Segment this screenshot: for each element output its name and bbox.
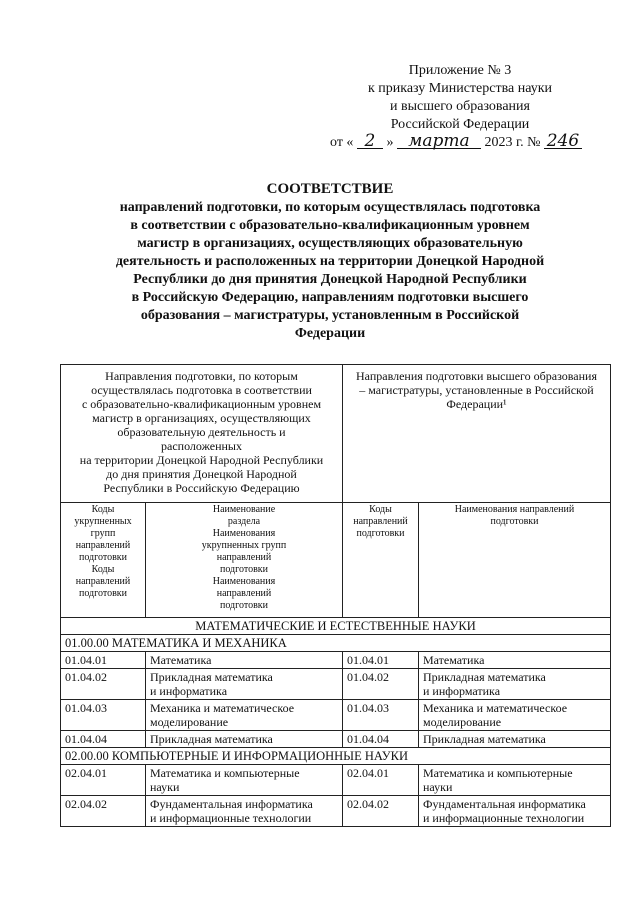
header-left-line: осуществлялась подготовка в соответствии bbox=[91, 383, 312, 397]
handwritten-order-number: 246 bbox=[544, 134, 582, 149]
subtitle-line: в соответствии с образовательно-квалификационным уровнем bbox=[130, 218, 530, 233]
appendix-line: и высшего образования bbox=[390, 99, 530, 114]
subtitle-line: в Российскую Федерацию, направлениям подготовки высшего bbox=[131, 290, 529, 305]
subheader-line: Коды направлений подготовки bbox=[75, 564, 131, 599]
name-right-cell bbox=[419, 765, 611, 796]
appendix-line: Приложение № 3 bbox=[408, 63, 512, 78]
name-left-cell bbox=[146, 796, 343, 827]
subheader-line: подготовки bbox=[356, 528, 405, 539]
code-right-cell: 02.04.02 bbox=[343, 796, 419, 827]
name-left-cell bbox=[146, 700, 343, 731]
name-right-cell bbox=[419, 669, 611, 700]
cell-line: Прикладная математика bbox=[423, 732, 546, 746]
subheader-line: направлений bbox=[216, 588, 272, 599]
subheader-col1 bbox=[61, 503, 146, 618]
cell-line: моделирование bbox=[150, 715, 229, 729]
appendix-line: к приказу Министерства науки bbox=[367, 81, 553, 96]
section-title: МАТЕМАТИЧЕСКИЕ И ЕСТЕСТВЕННЫЕ НАУКИ bbox=[61, 618, 611, 635]
name-right-cell bbox=[419, 700, 611, 731]
subheader-line: Наименование bbox=[212, 504, 276, 515]
document-heading bbox=[90, 180, 570, 343]
subheader-line: подготовки bbox=[219, 564, 269, 575]
cell-line: Прикладная математика bbox=[150, 732, 273, 746]
table-row bbox=[61, 796, 611, 827]
subheader-line: подготовки bbox=[490, 516, 539, 527]
table-row bbox=[61, 700, 611, 731]
header-left-cell bbox=[61, 365, 343, 503]
subheader-line: направлений bbox=[353, 516, 408, 527]
header-right-line: Федерации¹ bbox=[446, 397, 507, 411]
header-left-line: Направления подготовки, по которым bbox=[105, 369, 298, 383]
header-left-line: до дня принятия Донецкой Народной bbox=[106, 467, 297, 481]
name-right-cell bbox=[419, 731, 611, 748]
group-title: 02.00.00 КОМПЬЮТЕРНЫЕ И ИНФОРМАЦИОННЫЕ НАУКИ bbox=[61, 748, 611, 765]
handwritten-month: марта bbox=[397, 134, 481, 149]
code-right-cell: 01.04.04 bbox=[343, 731, 419, 748]
cell-line: Математика bbox=[423, 653, 485, 667]
subheader-line: направлений подготовки bbox=[75, 540, 131, 563]
table-row bbox=[61, 652, 611, 669]
subheader-line: раздела bbox=[227, 516, 261, 527]
code-left-cell: 02.04.02 bbox=[61, 796, 146, 827]
header-left-line: Республики в Российскую Федерацию bbox=[103, 481, 300, 495]
date-year: 2023 г. № bbox=[484, 135, 541, 150]
subheader-col4 bbox=[419, 503, 611, 618]
group-row bbox=[61, 635, 611, 652]
cell-line: науки bbox=[423, 780, 453, 794]
table-header-row bbox=[61, 365, 611, 503]
header-left-line: на территории Донецкой Народной Республики bbox=[79, 453, 324, 467]
code-right-cell: 02.04.01 bbox=[343, 765, 419, 796]
cell-line: Математика и компьютерные bbox=[423, 766, 573, 780]
cell-line: Фундаментальная информатика bbox=[150, 797, 313, 811]
cell-line: моделирование bbox=[423, 715, 502, 729]
code-left-cell: 01.04.04 bbox=[61, 731, 146, 748]
table-subheader-row bbox=[61, 503, 611, 618]
table-row bbox=[61, 669, 611, 700]
subheader-line: подготовки bbox=[219, 600, 269, 611]
cell-line: и информатика bbox=[423, 684, 501, 698]
cell-line: науки bbox=[150, 780, 180, 794]
correspondence-table bbox=[60, 364, 611, 827]
subtitle-line: направлений подготовки, по которым осуществлялась подготовка bbox=[119, 200, 541, 215]
header-right-line: – магистратуры, установленные в Российской bbox=[359, 383, 594, 397]
name-left-cell bbox=[146, 669, 343, 700]
cell-line: Прикладная математика bbox=[423, 670, 546, 684]
date-prefix: от « bbox=[330, 135, 354, 150]
group-title: 01.00.00 МАТЕМАТИКА И МЕХАНИКА bbox=[61, 635, 611, 652]
code-right-cell: 01.04.02 bbox=[343, 669, 419, 700]
section-row bbox=[61, 618, 611, 635]
code-left-cell: 01.04.01 bbox=[61, 652, 146, 669]
subtitle-line: образования – магистратуры, установленным в Российской bbox=[140, 308, 520, 323]
handwritten-day: 2 bbox=[357, 134, 383, 149]
header-left-line: с образовательно-квалификационным уровнем bbox=[81, 397, 322, 411]
date-mid: » bbox=[386, 135, 394, 150]
appendix-line: Российской Федерации bbox=[390, 117, 530, 132]
cell-line: Математика bbox=[150, 653, 212, 667]
name-left-cell bbox=[146, 652, 343, 669]
cell-line: и информационные технологии bbox=[150, 811, 312, 825]
subheader-line: укрупненных групп bbox=[201, 540, 287, 551]
name-left-cell bbox=[146, 765, 343, 796]
code-left-cell: 02.04.01 bbox=[61, 765, 146, 796]
subheader-line: Наименования направлений bbox=[454, 504, 575, 515]
code-left-cell: 01.04.03 bbox=[61, 700, 146, 731]
subheader-col3 bbox=[343, 503, 419, 618]
document-title: СООТВЕТСТВИЕ bbox=[266, 181, 394, 197]
subheader-line: Наименования bbox=[212, 528, 276, 539]
subheader-line: направлений bbox=[216, 552, 272, 563]
header-right-cell bbox=[343, 365, 611, 503]
code-right-cell: 01.04.01 bbox=[343, 652, 419, 669]
cell-line: Математика и компьютерные bbox=[150, 766, 300, 780]
table-row bbox=[61, 765, 611, 796]
code-right-cell: 01.04.03 bbox=[343, 700, 419, 731]
cell-line: и информатика bbox=[150, 684, 228, 698]
subheader-line: Наименования bbox=[212, 576, 276, 587]
subtitle-line: Республики до дня принятия Донецкой Народной Республики bbox=[133, 272, 527, 287]
subtitle-line: Федерации bbox=[294, 326, 366, 341]
header-left-line: образовательную деятельность и bbox=[117, 425, 286, 439]
name-right-cell bbox=[419, 652, 611, 669]
name-right-cell bbox=[419, 796, 611, 827]
code-left-cell: 01.04.02 bbox=[61, 669, 146, 700]
cell-line: Прикладная математика bbox=[150, 670, 273, 684]
subtitle-line: деятельность и расположенных на территории Донецкой Народной bbox=[115, 254, 545, 269]
order-date-line bbox=[330, 131, 620, 152]
subheader-line: Коды укрупненных групп bbox=[74, 504, 132, 539]
cell-line: Механика и математическое bbox=[150, 701, 295, 715]
header-left-line: расположенных bbox=[161, 439, 242, 453]
table-row bbox=[61, 731, 611, 748]
cell-line: Механика и математическое bbox=[423, 701, 568, 715]
name-left-cell bbox=[146, 731, 343, 748]
group-row bbox=[61, 748, 611, 765]
subheader-line: Коды bbox=[369, 504, 392, 515]
appendix-block bbox=[330, 62, 590, 134]
header-right-line: Направления подготовки высшего образования bbox=[356, 369, 597, 383]
cell-line: и информационные технологии bbox=[423, 811, 585, 825]
header-left-line: магистр в организациях, осуществляющих bbox=[92, 411, 311, 425]
subheader-col2 bbox=[146, 503, 343, 618]
cell-line: Фундаментальная информатика bbox=[423, 797, 586, 811]
subtitle-line: магистр в организациях, осуществляющих образовательную bbox=[137, 236, 523, 251]
